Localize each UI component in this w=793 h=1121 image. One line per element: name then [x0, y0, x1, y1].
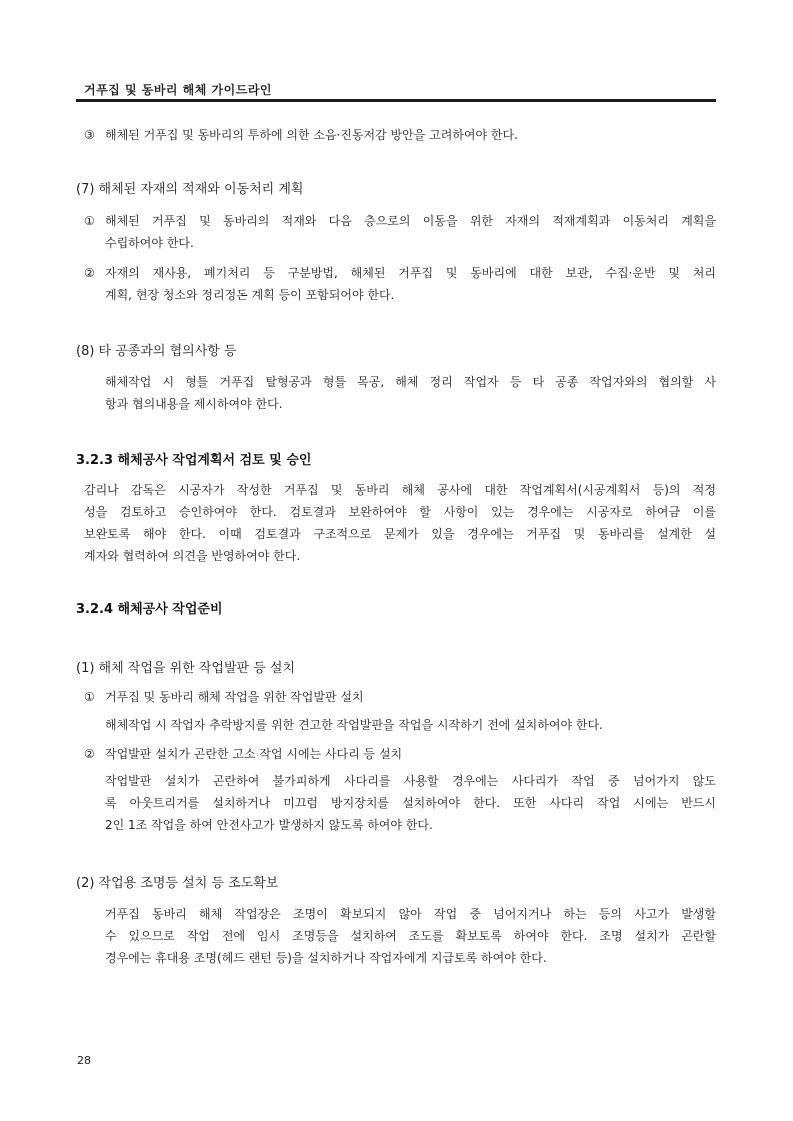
list-item — [84, 686, 716, 708]
section-heading-8: (8) 타 공종과의 협의사항 등 — [76, 344, 237, 359]
item-line: 수립하여야 한다. — [105, 236, 194, 250]
paragraph-line: 감리나 감독은 시공자가 작성한 거푸집 및 동바리 해체 공사에 대한 작업계획서(시공계획서 등)의 적정 — [84, 483, 716, 497]
paragraph-line: 록 아웃트리거를 설치하거나 미끄럼 방지장치를 설치하여야 한다. 또한 사다리 작업 시에는 반드시 — [105, 796, 716, 810]
paragraph-line: 해체작업 시 형틀 거푸집 탈형공과 형틀 목공, 해체 정리 작업자 등 타 공종 작업자와의 협의할 사 — [105, 375, 716, 389]
item-marker: ③ — [84, 128, 95, 142]
paragraph — [105, 903, 716, 969]
paragraph — [84, 479, 716, 567]
paragraph-line: 성을 검토하고 승인하여야 한다. 검토결과 보완하여야 할 사항이 있는 경우에는 시공자로 하여금 이를 — [84, 505, 716, 519]
paragraph — [105, 770, 716, 836]
item-marker: ① — [84, 690, 95, 704]
list-item — [84, 743, 716, 765]
item-line: 해체된 거푸집 및 동바리의 적재와 다음 층으로의 이동을 위한 자재의 적재계획과 이동처리 계획을 — [105, 214, 716, 228]
item-text: 작업발판 설치가 곤란한 고소 작업 시에는 사다리 등 설치 — [105, 747, 403, 761]
paragraph-line: 경우에는 휴대용 조명(헤드 랜턴 등)을 설치하거나 작업자에게 지급토록 하여야 한다. — [105, 951, 547, 965]
item-marker: ② — [84, 266, 95, 280]
section-heading-1: (1) 해체 작업을 위한 작업발판 등 설치 — [76, 661, 296, 676]
item-marker: ① — [84, 214, 95, 228]
item-marker: ② — [84, 747, 95, 761]
item-text: 거푸집 및 동바리 해체 작업을 위한 작업발판 설치 — [105, 690, 364, 704]
list-item — [84, 124, 714, 146]
page-number: 28 — [77, 1054, 91, 1067]
paragraph — [105, 371, 716, 415]
paragraph-line: 보완토록 해야 한다. 이때 검토결과 구조적으로 문제가 있을 경우에는 거푸집 및 동바리를 설계한 설 — [84, 527, 716, 541]
paragraph — [105, 714, 716, 736]
paragraph-line: 거푸집 동바리 해체 작업장은 조명이 확보되지 않아 작업 중 넘어지거나 하는 등의 사고가 발생할 — [105, 907, 716, 921]
item-line: 자재의 재사용, 폐기처리 등 구분방법, 해체된 거푸집 및 동바리에 대한 보관, 수집·운반 및 처리 — [105, 266, 716, 280]
header-rule — [76, 99, 716, 102]
paragraph-line: 수 있으므로 작업 전에 임시 조명등을 설치하여 조도를 확보토록 하여야 한다. 조명 설치가 곤란할 — [105, 929, 716, 943]
paragraph-line: 해체작업 시 작업자 추락방지를 위한 견고한 작업발판을 작업을 시작하기 전에 설치하여야 한다. — [105, 718, 603, 732]
subsection-title-3-2-4: 3.2.4 해체공사 작업준비 — [76, 602, 223, 617]
paragraph-line: 작업발판 설치가 곤란하여 불가피하게 사다리를 사용할 경우에는 사다리가 작업 중 넘어가지 않도 — [105, 774, 716, 788]
list-item — [84, 262, 716, 306]
running-header: 거푸집 및 동바리 해체 가이드라인 — [84, 83, 273, 97]
subsection-title-3-2-3: 3.2.3 해체공사 작업계획서 검토 및 승인 — [76, 453, 312, 468]
list-item — [84, 210, 716, 254]
paragraph-line: 계자와 협력하여 의견을 반영하여야 한다. — [84, 549, 301, 563]
item-text: 해체된 거푸집 및 동바리의 투하에 의한 소음·진동저감 방안을 고려하여야 한다. — [105, 128, 518, 142]
section-heading-2: (2) 작업용 조명등 설치 등 조도확보 — [76, 876, 279, 891]
paragraph-line: 2인 1조 작업을 하여 안전사고가 발생하지 않도록 하여야 한다. — [105, 818, 433, 832]
section-heading-7: (7) 해체된 자재의 적재와 이동처리 계획 — [76, 182, 304, 197]
paragraph-line: 항과 협의내용을 제시하여야 한다. — [105, 397, 283, 411]
item-line: 계획, 현장 청소와 정리정돈 계획 등이 포함되어야 한다. — [105, 288, 395, 302]
